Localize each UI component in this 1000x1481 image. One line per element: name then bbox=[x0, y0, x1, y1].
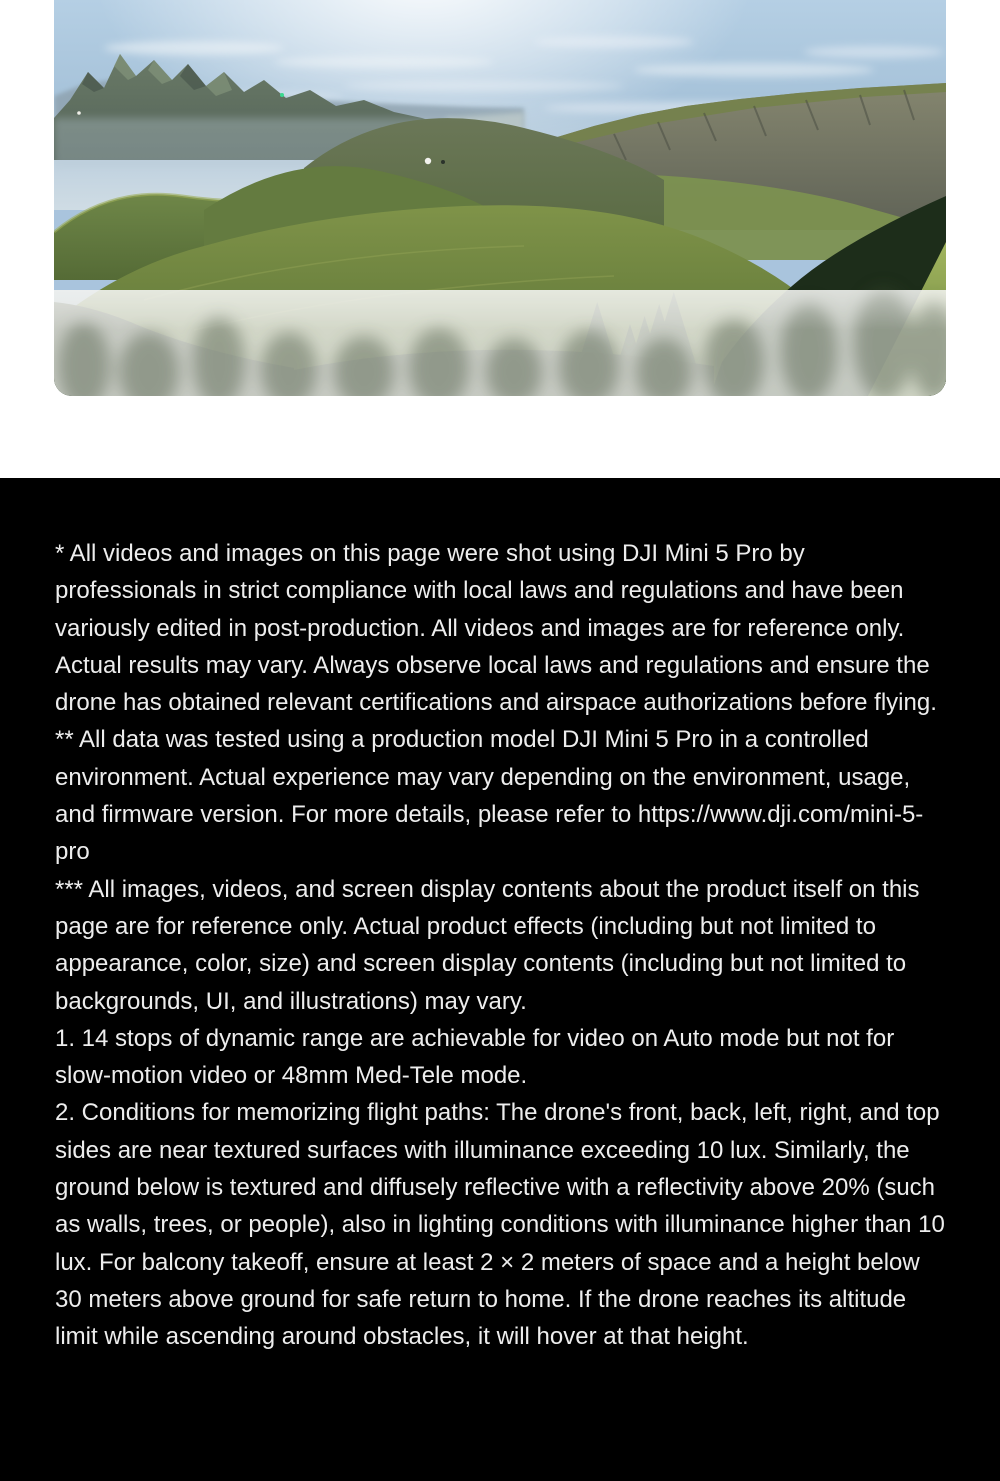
disclaimer-paragraph-1: * All videos and images on this page were shot using DJI Mini 5 Pro by professionals in strict compliance with local laws and regulations and have been variously edited in post-production. All videos and images are for reference only. Actual results may vary. Always observe local laws and regulations and ensure the drone has obtained relevant certifications and airspace authorizations before flying. bbox=[55, 540, 937, 717]
disclaimer-paragraph-5: 2. Conditions for memorizing flight paths: The drone's front, back, left, right, and top sides are near textured surfaces with illuminance exceeding 10 lux. Similarly, the ground below is textured and diffusely reflective with a reflectivity above 20% (such as walls, trees, or people), also in lighting conditions with illuminance higher than 10 lux. For balcony takeoff, ensure at least 2 × 2 meters of space and a height below 30 meters above ground for safe return to home. If the drone reaches its altitude limit while ascending around obstacles, it will hover at that height. bbox=[55, 1099, 945, 1351]
disclaimer-paragraph-2: ** All data was tested using a production model DJI Mini 5 Pro in a controlled environment. Actual experience may vary depending on the environment, usage, and firmware version. For more details, please refer to https://www.dji.com/mini-5-pro bbox=[55, 726, 924, 866]
landscape-photo-illustration bbox=[54, 0, 946, 396]
hero-image bbox=[54, 0, 946, 396]
disclaimer-paragraph-4: 1. 14 stops of dynamic range are achievable for video on Auto mode but not for slow-motion video or 48mm Med-Tele mode. bbox=[55, 1024, 895, 1090]
disclaimer-section bbox=[0, 478, 1000, 1481]
frosted-overlay bbox=[54, 288, 946, 396]
disclaimer-paragraph-3: *** All images, videos, and screen display contents about the product itself on this page are for reference only. Actual product effects (including but not limited to appearance, color, size) and screen display contents (including but not limited to backgrounds, UI, and illustrations) may vary. bbox=[55, 875, 920, 1015]
